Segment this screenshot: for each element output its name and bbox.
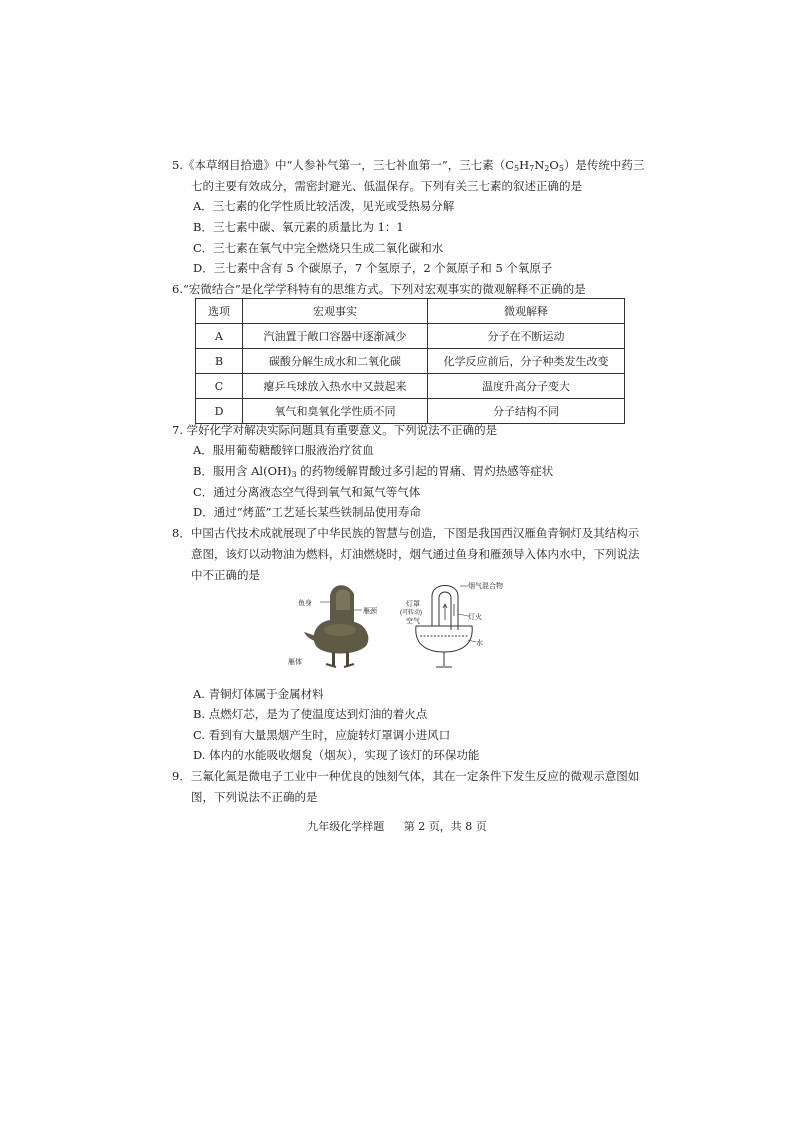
label-smoke-mixture: 烟气混合物 bbox=[468, 583, 503, 590]
table-cell: C bbox=[196, 374, 243, 399]
lamp-structure-diagram bbox=[416, 586, 476, 668]
label-flame: 灯火 bbox=[468, 614, 482, 621]
label-lamp-cover: 灯罩 bbox=[406, 601, 420, 608]
table-cell: D bbox=[196, 399, 243, 424]
q7-option-c: C．通过分离液态空气得到氧气和氮气等气体 bbox=[193, 485, 421, 499]
footer-subject: 九年级化学样题 bbox=[307, 820, 385, 833]
q5-option-d: D．三七素中含有 5 个碳原子，7 个氢原子，2 个氮原子和 5 个氧原子 bbox=[193, 261, 553, 275]
table-header: 宏观事实 bbox=[243, 299, 428, 324]
table-cell: 瘪乒乓球放入热水中又鼓起来 bbox=[243, 374, 428, 399]
q5-option-a: A．三七素的化学性质比较活泼，见光或受热易分解 bbox=[193, 199, 455, 213]
label-air: 空气 bbox=[406, 618, 420, 625]
q6-table bbox=[195, 298, 625, 424]
table-row bbox=[196, 399, 625, 424]
table-cell: 温度升高分子变大 bbox=[428, 374, 625, 399]
q9-stem-line1: 9．三氟化氮是微电子工业中一种优良的蚀刻气体，其在一定条件下发生反应的微观示意图如 bbox=[172, 769, 640, 783]
q5-option-b: B．三七素中碳、氧元素的质量比为 1：1 bbox=[193, 220, 404, 234]
table-row bbox=[196, 374, 625, 399]
table-cell: 化学反应前后，分子种类发生改变 bbox=[428, 349, 625, 374]
q8-figure bbox=[288, 580, 526, 670]
table-row bbox=[196, 349, 625, 374]
q5-stem-line1: 5.《本草纲目拾遗》中“人参补气第一，三七补血第一”，三七素$(C_5H_7N_2O_5)$是传统中药三 bbox=[172, 158, 645, 173]
label-goose-neck: 雁颈 bbox=[363, 608, 377, 615]
bronze-lamp-photo bbox=[304, 585, 368, 667]
q5-stem-line2: 七的主要有效成分，需密封避光、低温保存。下列有关三七素的叙述正确的是 bbox=[191, 179, 582, 193]
q9-stem-line2: 图，下列说法不正确的是 bbox=[191, 790, 318, 804]
q8-stem-line3: 中不正确的是 bbox=[191, 568, 260, 582]
q7-option-d: D．通过“烤蓝”工艺延长某些铁制品使用寿命 bbox=[193, 505, 421, 519]
table-cell: A bbox=[196, 324, 243, 349]
table-row bbox=[196, 324, 625, 349]
label-rotatable: (可转动) bbox=[400, 610, 422, 616]
table-header: 选项 bbox=[196, 299, 243, 324]
q8-stem-line2: 意图，该灯以动物油为燃料，灯油燃烧时，烟气通过鱼身和雁颈导入体内水中，下列说法 bbox=[191, 547, 640, 561]
q8-option-c: C. 看到有大量黑烟产生时，应旋转灯罩调小进风口 bbox=[193, 728, 451, 742]
table-cell: 分子在不断运动 bbox=[428, 324, 625, 349]
table-header: 微观解释 bbox=[428, 299, 625, 324]
q5-option-c: C．三七素在氧气中完全燃烧只生成二氧化碳和水 bbox=[193, 241, 444, 255]
table-cell: 碳酸分解生成水和二氧化碳 bbox=[243, 349, 428, 374]
table-cell: 氧气和臭氧化学性质不同 bbox=[243, 399, 428, 424]
table-cell: 分子结构不同 bbox=[428, 399, 625, 424]
q7-option-a: A．服用葡萄糖酸锌口服液治疗贫血 bbox=[193, 443, 374, 457]
label-goose-body: 雁体 bbox=[288, 659, 302, 666]
q8-option-a: A. 青铜灯体属于金属材料 bbox=[193, 687, 324, 701]
q8-stem-line1: 8．中国古代技术成就展现了中华民族的智慧与创造，下图是我国西汉雁鱼青铜灯及其结构示 bbox=[172, 526, 640, 540]
table-cell: 汽油置于敞口容器中逐渐减少 bbox=[243, 324, 428, 349]
table-header-row bbox=[196, 299, 625, 324]
label-water: 水 bbox=[476, 640, 483, 647]
page-footer bbox=[0, 818, 794, 834]
q6-stem: 6.“宏微结合”是化学学科特有的思维方式。下列对宏观事实的微观解释不正确的是 bbox=[172, 282, 586, 296]
table-cell: B bbox=[196, 349, 243, 374]
q7-option-b: B．服用含 $Al(OH)_3$ 的药物缓解胃酸过多引起的胃痛、胃灼热感等症状 bbox=[193, 464, 554, 479]
q8-option-b: B. 点燃灯芯，是为了使温度达到灯油的着火点 bbox=[193, 707, 428, 721]
q8-option-d: D. 体内的水能吸收烟炱（烟灰），实现了该灯的环保功能 bbox=[193, 748, 480, 762]
q7-stem: 7. 学好化学对解决实际问题具有重要意义。下列说法不正确的是 bbox=[172, 423, 498, 437]
footer-page-number: 第 2 页，共 8 页 bbox=[403, 820, 487, 833]
label-fish-body: 鱼身 bbox=[298, 600, 312, 607]
